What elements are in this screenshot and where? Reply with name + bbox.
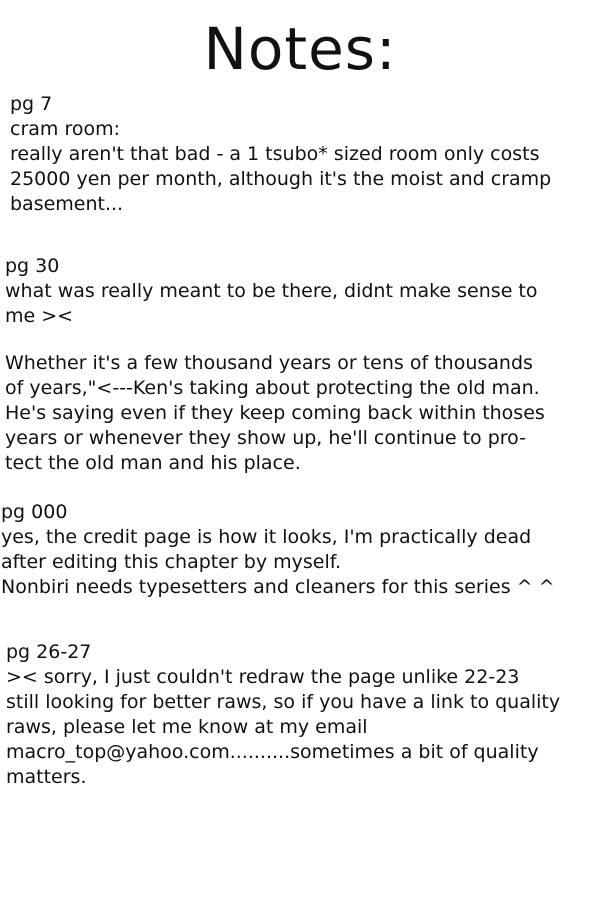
note-line: still looking for better raws, so if you have a link to quality [6,691,561,713]
note-line: years or whenever they show up, he'll continue to pro- [5,427,526,449]
note-line: tect the old man and his place. [5,452,301,474]
note-line: really aren't that bad - a 1 tsubo* sized room only costs [10,143,540,165]
note-line: matters. [6,766,87,788]
note-heading: pg 7 [10,93,53,115]
note-line: >< sorry, I just couldn't redraw the page unlike 22-23 [6,666,520,688]
note-pg-30-continued [5,351,545,476]
note-line: Nonbiri needs typesetters and cleaners for this series ^ ^ [1,576,555,598]
note-line: 25000 yen per month, although it's the moist and cramp [10,168,552,190]
note-line: Whether it's a few thousand years or tens of thousands [5,352,533,374]
note-line: of years,"<---Ken's taking about protecting the old man. [5,377,540,399]
note-line: macro_top@yahoo.com..........sometimes a bit of quality [6,741,539,763]
note-heading: pg 30 [5,255,60,277]
note-line: me >< [5,305,74,327]
note-line: basement... [10,193,124,215]
note-line: He's saying even if they keep coming back within thoses [5,402,545,424]
note-heading: pg 000 [1,501,68,523]
note-pg-30 [5,254,538,329]
note-line: cram room: [10,118,121,140]
note-pg-7 [10,92,551,217]
note-pg-26-27 [6,640,560,790]
note-heading: pg 26-27 [6,641,92,663]
note-line: what was really meant to be there, didnt make sense to [5,280,538,302]
note-line: raws, please let me know at my email [6,716,368,738]
page-title: Notes: [203,15,397,83]
note-pg-000 [1,500,555,600]
note-line: yes, the credit page is how it looks, I'm practically dead [1,526,532,548]
note-line: after editing this chapter by myself. [1,551,342,573]
